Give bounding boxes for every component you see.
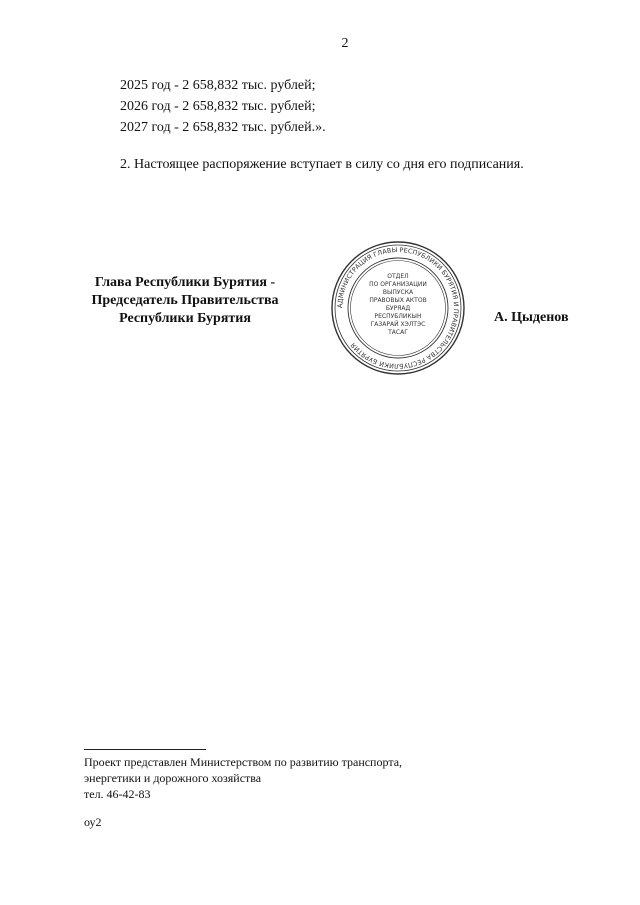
signatory-title-line: Глава Республики Бурятия - [94, 275, 276, 290]
footnote-line: Проект представлен Министерством по развитию транспорта, [84, 755, 403, 769]
signatory-title-line: Республики Бурятия [119, 311, 251, 326]
svg-text:ТАСАГ: ТАСАГ [388, 329, 408, 336]
budget-line-2027: 2027 год - 2 658,832 тыс. рублей.». [120, 120, 326, 135]
footnote-divider [84, 749, 206, 750]
signatory-title [60, 274, 310, 328]
document-code: оу2 [84, 815, 102, 829]
svg-text:ГАЗАРАЙ ХЭЛТЭС: ГАЗАРАЙ ХЭЛТЭС [370, 321, 426, 328]
svg-text:РЕСПУБЛИКЫН: РЕСПУБЛИКЫН [374, 313, 422, 320]
svg-text:АДМИНИСТРАЦИЯ ГЛАВЫ РЕСПУБЛИКИ: АДМИНИСТРАЦИЯ ГЛАВЫ РЕСПУБЛИКИ БУРЯТИЯ И ПРАВИТЕЛЬСТВА РЕСПУБЛИКИ БУРЯТИЯ [335, 245, 461, 371]
page-number: 2 [341, 36, 349, 51]
svg-text:ПО ОРГАНИЗАЦИИ: ПО ОРГАНИЗАЦИИ [369, 281, 427, 288]
official-seal [330, 240, 466, 376]
footnote-phone: тел. 46-42-83 [84, 787, 151, 801]
signatory-name: А. Цыденов [494, 310, 569, 325]
svg-text:БУРЯАД: БУРЯАД [385, 305, 411, 312]
signatory-title-line: Председатель Правительства [91, 293, 279, 308]
effective-clause: 2. Настоящее распоряжение вступает в силу со дня его подписания. [120, 157, 524, 172]
budget-line-2025: 2025 год - 2 658,832 тыс. рублей; [120, 78, 316, 93]
footnote-line: энергетики и дорожного хозяйства [84, 771, 262, 785]
budget-line-2026: 2026 год - 2 658,832 тыс. рублей; [120, 99, 316, 114]
svg-text:ОТДЕЛ: ОТДЕЛ [387, 273, 409, 280]
svg-text:ПРАВОВЫХ АКТОВ: ПРАВОВЫХ АКТОВ [369, 297, 427, 304]
svg-text:ВЫПУСКА: ВЫПУСКА [382, 289, 414, 296]
